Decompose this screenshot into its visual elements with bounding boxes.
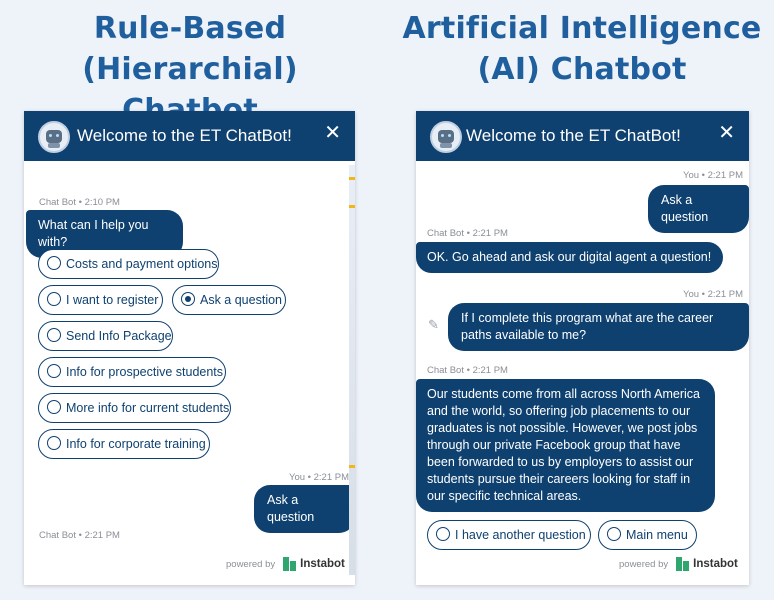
message-meta: Chat Bot • 2:10 PM bbox=[39, 197, 120, 208]
message-meta: Chat Bot • 2:21 PM bbox=[39, 530, 120, 541]
heading-line: Rule-Based bbox=[93, 11, 287, 46]
message-meta: Chat Bot • 2:21 PM bbox=[427, 228, 508, 239]
brand-label: Instabot bbox=[693, 558, 738, 570]
radio-icon bbox=[47, 256, 61, 270]
background-page-strip bbox=[349, 165, 355, 575]
brand-label: Instabot bbox=[300, 558, 345, 570]
option-label: Info for prospective students bbox=[66, 365, 224, 379]
option-label: Info for corporate training bbox=[66, 437, 206, 451]
option-label: Ask a question bbox=[200, 293, 282, 307]
ai-chat-window bbox=[416, 111, 749, 585]
option-costs-payment[interactable] bbox=[38, 249, 219, 279]
powered-by bbox=[226, 557, 345, 571]
option-current-students[interactable] bbox=[38, 393, 231, 423]
bot-message: Our students come from all across North America and the world, so offering job placements to our graduates is not possible. However, we post jobs through our private Facebook group that have been forwarded to us by employers to assist our students pursue their careers looking for staff in our specific technical areas. bbox=[416, 379, 715, 512]
robot-avatar-icon bbox=[38, 121, 70, 153]
option-ask-question[interactable] bbox=[172, 285, 286, 315]
chat-header bbox=[24, 111, 355, 161]
instabot-logo-icon bbox=[283, 557, 297, 571]
option-register[interactable] bbox=[38, 285, 163, 315]
heading-line: (Hierarchial) bbox=[82, 52, 298, 87]
radio-icon bbox=[47, 328, 61, 342]
user-message: If I complete this program what are the career paths available to me? bbox=[448, 303, 749, 351]
chat-title: Welcome to the ET ChatBot! bbox=[466, 126, 681, 145]
option-corporate-training[interactable] bbox=[38, 429, 210, 459]
message-meta: Chat Bot • 2:21 PM bbox=[427, 365, 508, 376]
pencil-icon: ✎ bbox=[428, 317, 439, 332]
option-label: Costs and payment options bbox=[66, 257, 218, 271]
radio-icon bbox=[47, 292, 61, 306]
user-message: Ask a question bbox=[648, 185, 749, 233]
option-prospective-students[interactable] bbox=[38, 357, 226, 387]
option-main-menu[interactable] bbox=[598, 520, 697, 550]
bot-message: OK. Go ahead and ask our digital agent a question! bbox=[416, 242, 723, 273]
powered-by-label: powered by bbox=[226, 558, 276, 570]
chat-title: Welcome to the ET ChatBot! bbox=[77, 126, 292, 145]
message-meta: You • 2:21 PM bbox=[289, 472, 350, 483]
radio-selected-icon bbox=[181, 292, 195, 306]
option-label: Send Info Package bbox=[66, 329, 172, 343]
close-icon[interactable]: ✕ bbox=[718, 122, 735, 144]
message-meta: You • 2:21 PM bbox=[683, 289, 744, 300]
option-send-info-package[interactable] bbox=[38, 321, 173, 351]
powered-by bbox=[619, 557, 738, 571]
instabot-logo-icon bbox=[676, 557, 690, 571]
option-label: I have another question bbox=[455, 528, 586, 542]
rule-based-chat-window bbox=[24, 111, 355, 585]
option-label: I want to register bbox=[66, 293, 159, 307]
robot-avatar-icon bbox=[430, 121, 462, 153]
radio-icon bbox=[47, 364, 61, 378]
radio-icon bbox=[436, 527, 450, 541]
user-message: Ask a question bbox=[254, 485, 355, 533]
powered-by-label: powered by bbox=[619, 558, 669, 570]
bot-message: What can I help you with? bbox=[26, 210, 183, 258]
radio-icon bbox=[607, 527, 621, 541]
message-meta: You • 2:21 PM bbox=[683, 170, 744, 181]
option-label: More info for current students bbox=[66, 401, 230, 415]
chat-header bbox=[416, 111, 749, 161]
ai-heading bbox=[400, 8, 764, 90]
instabot-logo[interactable] bbox=[676, 557, 738, 571]
heading-line: Artificial Intelligence bbox=[402, 11, 762, 46]
heading-line: (AI) Chatbot bbox=[477, 52, 687, 87]
radio-icon bbox=[47, 400, 61, 414]
close-icon[interactable]: ✕ bbox=[324, 122, 341, 144]
instabot-logo[interactable] bbox=[283, 557, 345, 571]
option-label: Main menu bbox=[626, 528, 688, 542]
radio-icon bbox=[47, 436, 61, 450]
option-another-question[interactable] bbox=[427, 520, 591, 550]
